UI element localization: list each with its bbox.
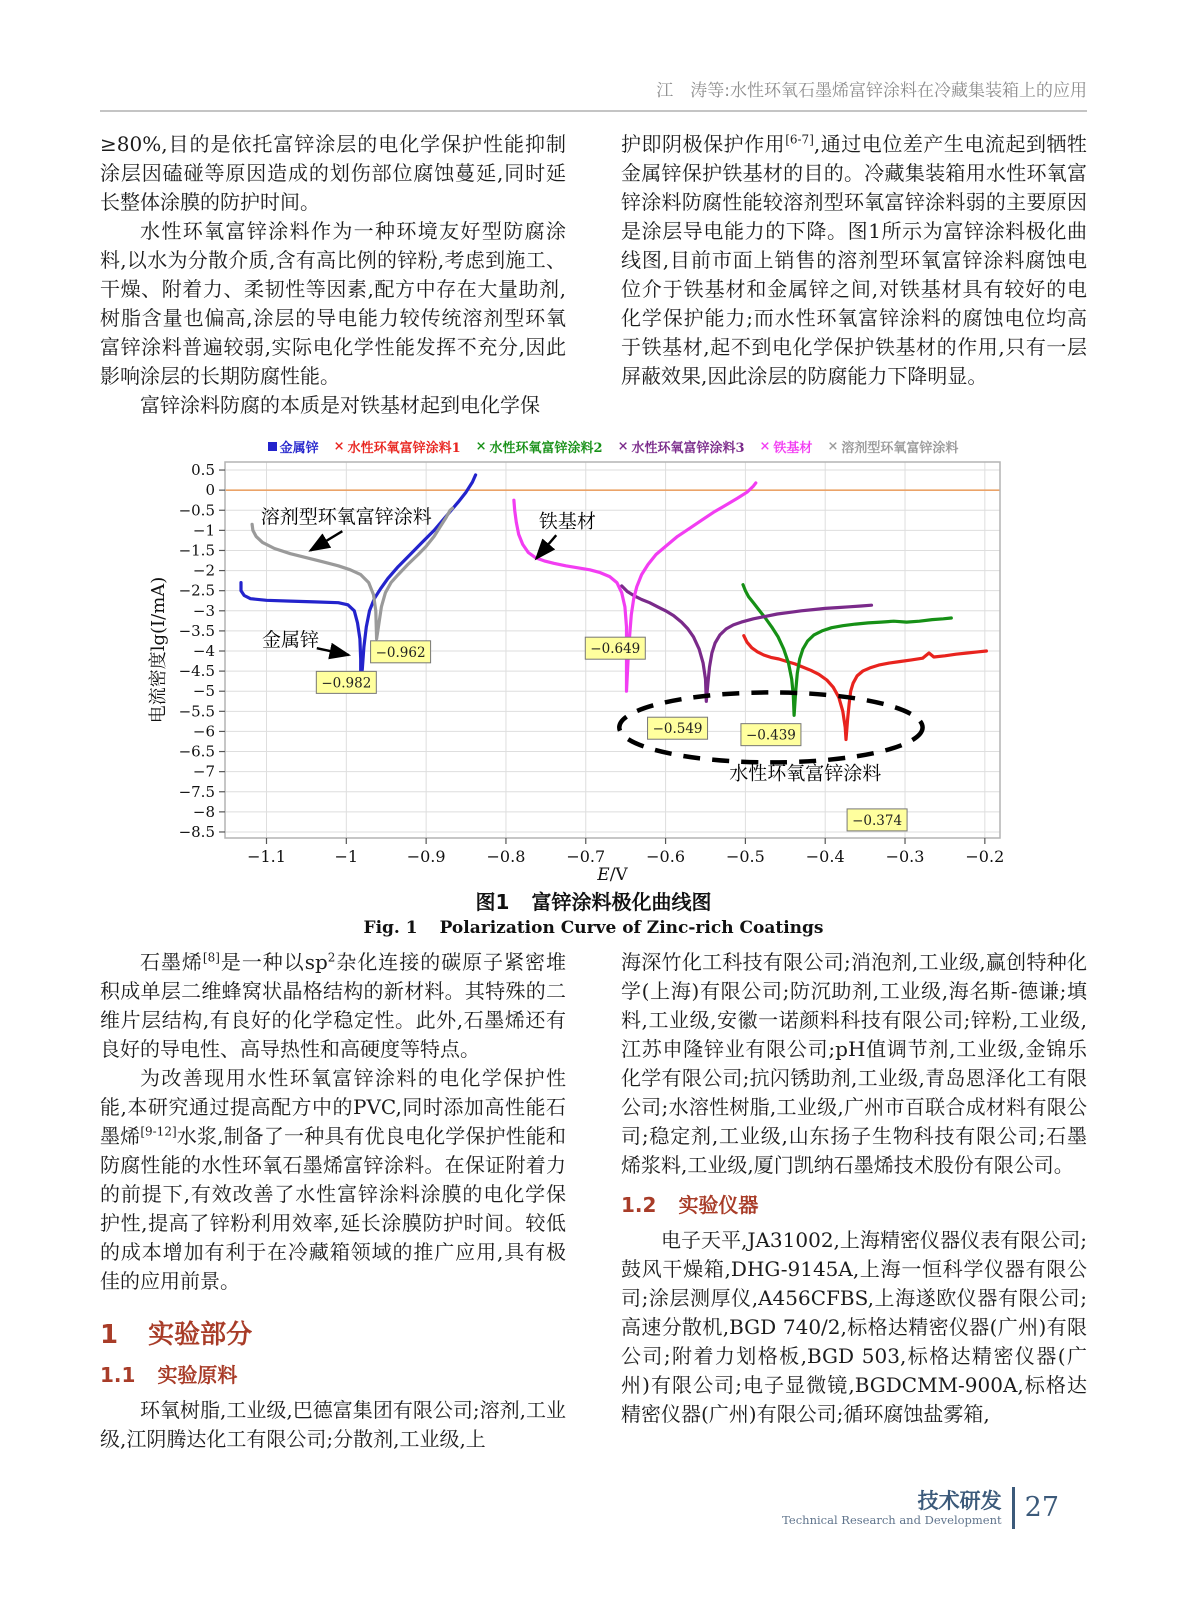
paragraph: 护即阴极保护作用[6-7],通过电位差产生电流起到牺牲金属锌保护铁基材的目的。冷藏集装箱用水性环氧富锌涂料防腐性能较溶剂型环氧富锌涂料弱的主要原因是涂层导电能力的下降。图1所示为富锌涂料极化曲线图,目前市面上销售的溶剂型环氧富锌涂料腐蚀电位介于铁基材和金属锌之间,对铁基材具有较好的电化学保护能力;而水性环氧富锌涂料的腐蚀电位均高于铁基材,起不到电化学保护铁基材的作用,只有一层屏蔽效果,因此涂层的防腐能力下降明显。: [621, 132, 1088, 388]
section-heading-1-1: 1.1 实验原料: [100, 1363, 238, 1387]
svg-text:−0.9: −0.9: [406, 847, 446, 866]
svg-text:−0.8: −0.8: [486, 847, 526, 866]
svg-text:0: 0: [205, 481, 215, 500]
body-right-text: [621, 948, 1087, 1180]
svg-text:−0.5: −0.5: [725, 847, 765, 866]
svg-text:−0.2: −0.2: [965, 847, 1005, 866]
x-marker-icon: ×: [333, 439, 345, 454]
svg-text:−7.5: −7.5: [178, 782, 215, 801]
paragraph: ≥80%,目的是依托富锌涂层的电化学保护性能抑制涂层因磕碰等原因造成的划伤部位腐蚀蔓延,同时延长整体涂膜的防护时间。: [100, 132, 566, 214]
body-left-text: [100, 948, 566, 1296]
svg-text:−3.5: −3.5: [178, 621, 215, 640]
x-marker-icon: ×: [759, 439, 771, 454]
body-right-text-2: [621, 1226, 1087, 1429]
svg-text:−0.3: −0.3: [885, 847, 925, 866]
page-footer: [782, 1487, 1059, 1529]
svg-text:水性环氧富锌涂料: 水性环氧富锌涂料: [729, 762, 882, 785]
legend-label: 水性环氧富锌涂料2: [489, 441, 603, 456]
header-rule: [100, 110, 1087, 112]
svg-text:−5.5: −5.5: [178, 702, 215, 721]
svg-text:−4: −4: [192, 642, 215, 661]
intro-right-column: [621, 130, 1087, 391]
legend-label: 溶剂型环氧富锌涂料: [841, 441, 959, 456]
svg-text:铁基材: 铁基材: [538, 510, 596, 533]
svg-text:电流密度lg(I/mA): 电流密度lg(I/mA): [148, 576, 169, 724]
figure-caption-en: [0, 918, 1187, 938]
paragraph: 富锌涂料防腐的本质是对铁基材起到电化学保: [140, 393, 540, 417]
svg-text:−0.5: −0.5: [178, 501, 215, 520]
svg-text:−0.374: −0.374: [852, 812, 903, 829]
footer-column-zh: 技术研发: [917, 1488, 1002, 1513]
legend-label: 铁基材: [773, 441, 813, 456]
x-marker-icon: ×: [617, 439, 629, 454]
section-heading-1-2: 1.2 实验仪器: [621, 1193, 759, 1217]
polarization-chart: [138, 436, 1088, 886]
svg-text:−7: −7: [192, 762, 215, 781]
svg-text:−5: −5: [192, 682, 215, 701]
figure-title: 富锌涂料极化曲线图: [531, 890, 712, 914]
paragraph: 石墨烯[8]是一种以$sp^2$杂化连接的碳原子紧密堆积成单层二维蜂窝状晶格结构的新材料。其特殊的二维片层结构,有良好的化学稳定性。此外,石墨烯还有良好的导电性、高导热性和高硬度等特点。: [100, 950, 567, 1061]
paragraph: 电子天平,JA31002,上海精密仪器仪表有限公司;鼓风干燥箱,DHG-9145A,上海一恒科学仪器有限公司;涂层测厚仪,A456CFBS,上海遂欧仪器有限公司;高速分散机,BGD 740/2,标格达精密仪器(广州)有限公司;附着力划格板,BGD 503,标格达精密仪器(广州)有限公司;电子显微镜,BGDCMM-900A,标格达精密仪器(广州)有限公司;循环腐蚀盐雾箱,: [621, 1228, 1087, 1426]
svg-text:−0.649: −0.649: [590, 641, 641, 658]
svg-text:−0.7: −0.7: [566, 847, 606, 866]
footer-column-en: Technical Research and Development: [782, 1512, 1002, 1527]
paragraph: 海深竹化工科技有限公司;消泡剂,工业级,赢创特种化学(上海)有限公司;防沉助剂,工业级,海名斯-德谦;填料,工业级,安徽一诺颜料科技有限公司;锌粉,工业级,江苏申隆锌业有限公司;pH值调节剂,工业级,金锦乐化学有限公司;抗闪锈助剂,工业级,青岛恩泽化工有限公司;水溶性树脂,工业级,广州市百联合成材料有限公司;稳定剂,工业级,山东扬子生物科技有限公司;石墨烯浆料,工业级,厦门凯纳石墨烯技术股份有限公司。: [621, 950, 1087, 1177]
body-left-column: [100, 948, 566, 1454]
legend-label: 水性环氧富锌涂料1: [347, 441, 461, 456]
svg-text:−0.4: −0.4: [805, 847, 845, 866]
svg-text:0.5: 0.5: [191, 461, 215, 480]
section-heading-1: 1 实验部分: [100, 1320, 253, 1350]
figure-number-en: Fig. 1: [363, 918, 418, 938]
page-number: 27: [1024, 1492, 1059, 1523]
svg-text:−1: −1: [192, 521, 215, 540]
running-title: 江 涛等:水性环氧石墨烯富锌涂料在冷藏集装箱上的应用: [656, 81, 1087, 101]
svg-text:−6.5: −6.5: [178, 742, 215, 761]
svg-text:−3: −3: [192, 601, 215, 620]
svg-text:−2.5: −2.5: [178, 581, 215, 600]
svg-text:−1.1: −1.1: [247, 847, 286, 866]
svg-text:−1: −1: [334, 847, 359, 866]
paragraph: 环氧树脂,工业级,巴德富集团有限公司;溶剂,工业级,江阴腾达化工有限公司;分散剂,工业级,上: [100, 1398, 566, 1451]
svg-text:−4.5: −4.5: [178, 662, 215, 681]
svg-text:溶剂型环氧富锌涂料: 溶剂型环氧富锌涂料: [260, 506, 432, 529]
svg-text:−6: −6: [192, 722, 215, 741]
figure-number: 图1: [475, 890, 510, 914]
footer-column-label: [782, 1489, 1001, 1528]
svg-text:金属锌: 金属锌: [261, 629, 319, 652]
svg-text:−2: −2: [192, 561, 215, 580]
paragraph: 为改善现用水性环氧富锌涂料的电化学保护性能,本研究通过提高配方中的PVC,同时添加高性能石墨烯[9-12]水浆,制备了一种具有优良电化学保护性能和防腐性能的水性环氧石墨烯富锌涂料。在保证附着力的前提下,有效改善了水性富锌涂料涂膜的电化学保护性,提高了锌粉利用效率,延长涂膜防护时间。较低的成本增加有利于在冷藏箱领域的推广应用,具有极佳的应用前景。: [100, 1066, 567, 1293]
svg-text:−1.5: −1.5: [178, 541, 215, 560]
svg-text:−0.962: −0.962: [375, 644, 426, 661]
svg-text:−8.5: −8.5: [178, 822, 215, 841]
svg-text:E/V: E/V: [597, 865, 628, 885]
svg-text:−0.439: −0.439: [745, 727, 796, 744]
figure-caption-zh: [0, 886, 1187, 915]
paragraph: 水性环氧富锌涂料作为一种环境友好型防腐涂料,以水为分散介质,含有高比例的锌粉,考虑到施工、干燥、附着力、柔韧性等因素,配方中存在大量助剂,树脂含量也偏高,涂层的导电能力较传统溶剂型环氧富锌涂料普遍较弱,实际电化学性能发挥不充分,因此影响涂层的长期防腐性能。: [100, 219, 566, 388]
figure-title-en: Polarization Curve of Zinc-rich Coatings: [439, 918, 824, 938]
svg-text:−0.982: −0.982: [321, 675, 372, 692]
svg-text:−0.6: −0.6: [646, 847, 686, 866]
legend-label: 水性环氧富锌涂料3: [631, 441, 745, 456]
figure-1: [138, 436, 1088, 886]
legend-label: 金属锌: [279, 441, 319, 456]
footer-divider: [1012, 1487, 1015, 1529]
x-marker-icon: ×: [475, 439, 487, 454]
body-left-text-2: [100, 1396, 566, 1454]
body-right-column: [621, 948, 1087, 1429]
svg-text:−0.549: −0.549: [652, 721, 703, 738]
x-marker-icon: ×: [827, 439, 839, 454]
svg-text:−8: −8: [192, 802, 215, 821]
intro-left-column: [100, 130, 566, 420]
